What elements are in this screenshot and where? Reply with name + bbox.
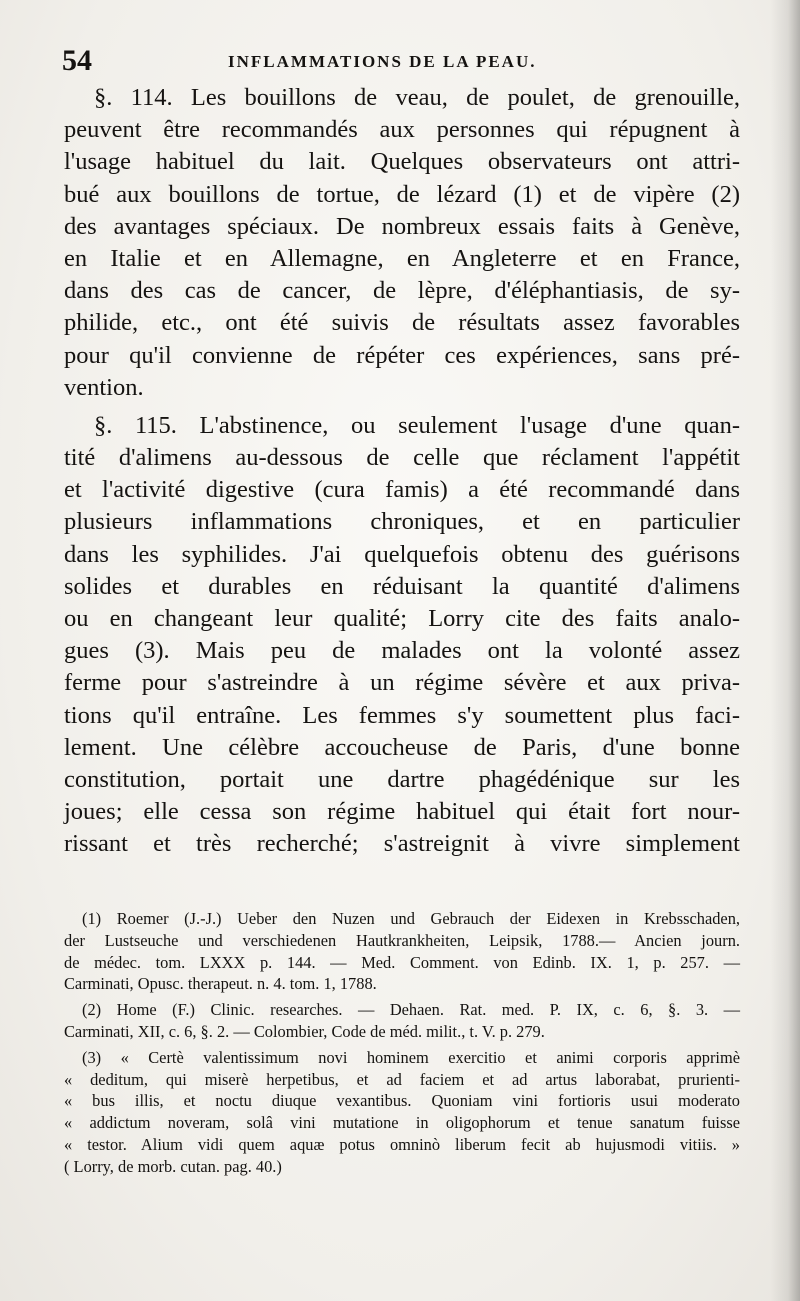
- text-line: lement. Une célèbre accoucheuse de Paris, d'une bonne: [64, 733, 740, 761]
- text-line: gues (3). Mais peu de malades ont la volonté assez: [64, 637, 740, 665]
- text-line: §. 114. Les bouillons de veau, de poulet, de grenouille,: [94, 84, 740, 111]
- text-line: en Italie et en Allemagne, en Angleterre et en France,: [64, 244, 740, 272]
- text-line: joues; elle cessa son régime habituel qui était fort nour-: [64, 798, 740, 826]
- text-line: pour qu'il convienne de répéter ces expériences, sans pré-: [64, 341, 740, 369]
- footnote-line: Carminati, XII, c. 6, §. 2. — Colombier, Code de méd. milit., t. V. p. 279.: [64, 1021, 545, 1041]
- text-line: bué aux bouillons de tortue, de lézard (1) et de vipère (2): [64, 180, 740, 208]
- text-line: plusieurs inflammations chroniques, et en particulier: [64, 508, 740, 536]
- text-line: l'usage habituel du lait. Quelques observateurs ont attri-: [64, 148, 740, 176]
- footnotes-block: [64, 908, 740, 1178]
- text-line: rissant et très recherché; s'astreignit à vivre simplement: [64, 830, 740, 858]
- main-text-block: [64, 82, 740, 861]
- text-line: §. 115. L'abstinence, ou seulement l'usage d'une quan-: [94, 411, 740, 439]
- page-gutter-shadow: [770, 0, 800, 1301]
- footnote-line: (3) « Certè valentissimum novi hominem exercitio et animi corporis apprimè: [82, 1047, 740, 1067]
- footnote-line: ( Lorry, de morb. cutan. pag. 40.): [64, 1156, 282, 1176]
- text-line: ou en changeant leur qualité; Lorry cite des faits analo-: [64, 605, 740, 632]
- footnote-line: « deditum, qui miserè herpetibus, et ad faciem et ad artus laborabat, prurienti-: [64, 1069, 740, 1089]
- footnote-line: « testor. Alium vidi quem aquæ potus omninò liberum fecit ab hujusmodi vitiis. »: [64, 1134, 740, 1154]
- text-line: vention.: [64, 373, 144, 401]
- page-header: [62, 44, 742, 80]
- page-number: 54: [62, 44, 92, 77]
- footnote-line: « addictum noveram, solâ vini mutatione in oligophorum et tenue sanatum fuisse: [64, 1113, 740, 1133]
- text-line: peuvent être recommandés aux personnes qui répugnent à: [64, 116, 740, 144]
- text-line: et l'activité digestive (cura famis) a été recommandé dans: [64, 476, 740, 504]
- footnote-line: der Lustseuche und verschiedenen Hautkrankheiten, Leipsik, 1788.— Ancien journ.: [64, 930, 740, 950]
- footnote-line: « bus illis, et noctu diuque vexantibus. Quoniam vini fortioris usui moderato: [64, 1091, 740, 1111]
- text-line: dans des cas de cancer, de lèpre, d'éléphantiasis, de sy-: [64, 277, 740, 305]
- footnote-line: Carminati, Opusc. therapeut. n. 4. tom. 1, 1788.: [64, 974, 377, 994]
- text-line: philide, etc., ont été suivis de résultats assez favorables: [64, 309, 740, 337]
- footnote-line: (1) Roemer (J.-J.) Ueber den Nuzen und Gebrauch der Eidexen in Krebsschaden,: [82, 909, 740, 928]
- footnote-line: (2) Home (F.) Clinic. researches. — Dehaen. Rat. med. P. IX, c. 6, §. 3. —: [82, 1000, 740, 1020]
- text-line: ferme pour s'astreindre à un régime sévère et aux priva-: [64, 669, 740, 697]
- text-line: tions qu'il entraîne. Les femmes s'y soumettent plus faci-: [64, 701, 740, 729]
- footnote-line: de médec. tom. LXXX p. 144. — Med. Comment. von Edinb. IX. 1, p. 257. —: [64, 952, 740, 972]
- text-line: dans les syphilides. J'ai quelquefois obtenu des guérisons: [64, 540, 740, 568]
- text-line: solides et durables en réduisant la quantité d'alimens: [64, 572, 740, 600]
- running-title: INFLAMMATIONS DE LA PEAU.: [228, 52, 537, 71]
- text-line: tité d'alimens au-dessous de celle que réclament l'appétit: [64, 444, 740, 472]
- text-line: constitution, portait une dartre phagédénique sur les: [64, 765, 740, 793]
- text-line: des avantages spéciaux. De nombreux essais faits à Genève,: [64, 212, 740, 240]
